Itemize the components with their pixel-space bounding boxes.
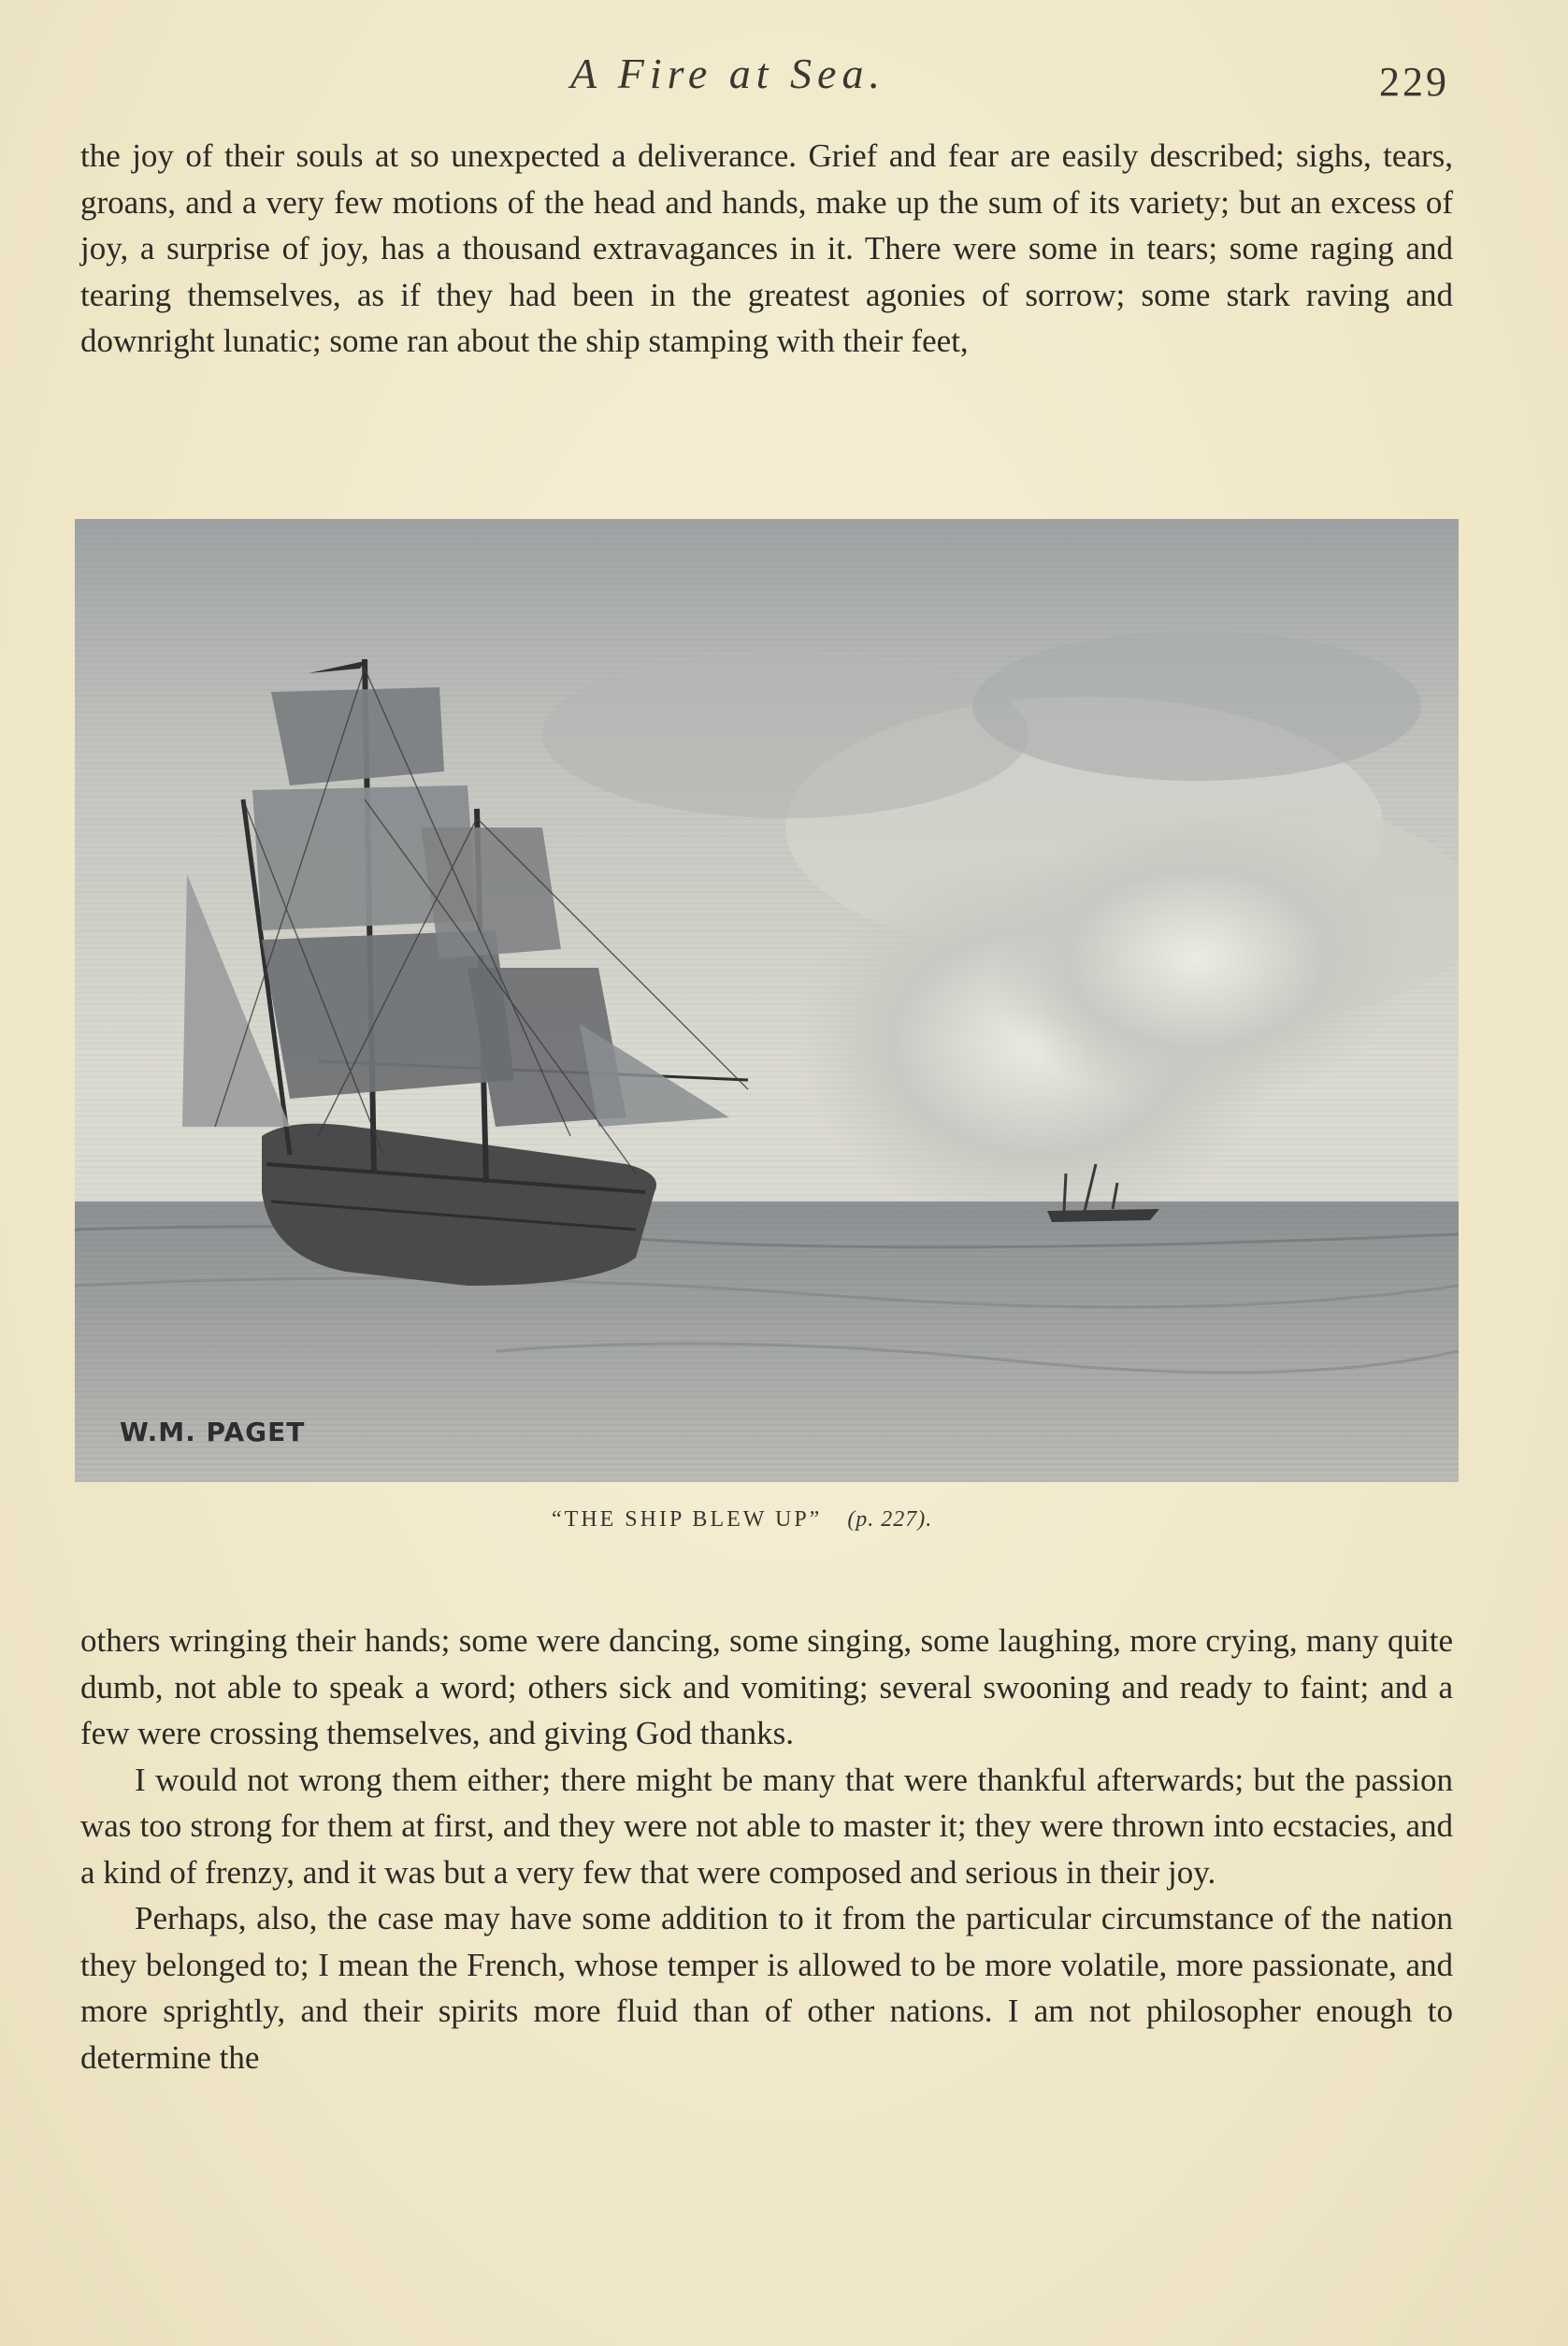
text-block-bottom: [80, 1618, 1453, 2080]
running-head-title: A Fire at Sea.: [570, 50, 885, 97]
illustration-caption: [552, 1507, 932, 1533]
page-number: 229: [1379, 59, 1449, 105]
engraving-ship-blew-up: [75, 519, 1459, 1482]
caption-page-reference: (p. 227).: [847, 1507, 933, 1532]
engraver-signature: W.M. PAGET: [120, 1417, 306, 1447]
paragraph: the joy of their souls at so unexpected a deliverance. Grief and fear are easily described; sighs, tears, groans, and a very few motions of the head and hands, make up the sum of its variety; but an excess of joy, a surprise of joy, has a thousand extravagances in it. There were some in tears; some raging and tearing themselves, as if they had been in the greatest agonies of sorrow; some stark raving and downright lunatic; some ran about the ship stamping with their feet,: [80, 137, 1453, 359]
paragraph: Perhaps, also, the case may have some addition to it from the particular circumstance of the nation they belonged to; I mean the French, whose temper is allowed to be more volatile, more passionate, and more sprightly, and their spirits more fluid than of other nations. I am not philosopher enough to determine the: [80, 1900, 1453, 2076]
paragraph: I would not wrong them either; there might be many that were thankful afterwards; but the passion was too strong for them at first, and they were not able to master it; they were thrown into ecstacies, and a kind of frenzy, and it was but a very few that were composed and serious in their joy.: [80, 1761, 1453, 1891]
text-block-top: [80, 133, 1453, 365]
paragraph: others wringing their hands; some were dancing, some singing, some laughing, more crying, many quite dumb, not able to speak a word; others sick and vomiting; several swooning and ready to faint; and a few were crossing themselves, and giving God thanks.: [80, 1622, 1453, 1751]
caption-title: “THE SHIP BLEW UP”: [552, 1507, 823, 1532]
